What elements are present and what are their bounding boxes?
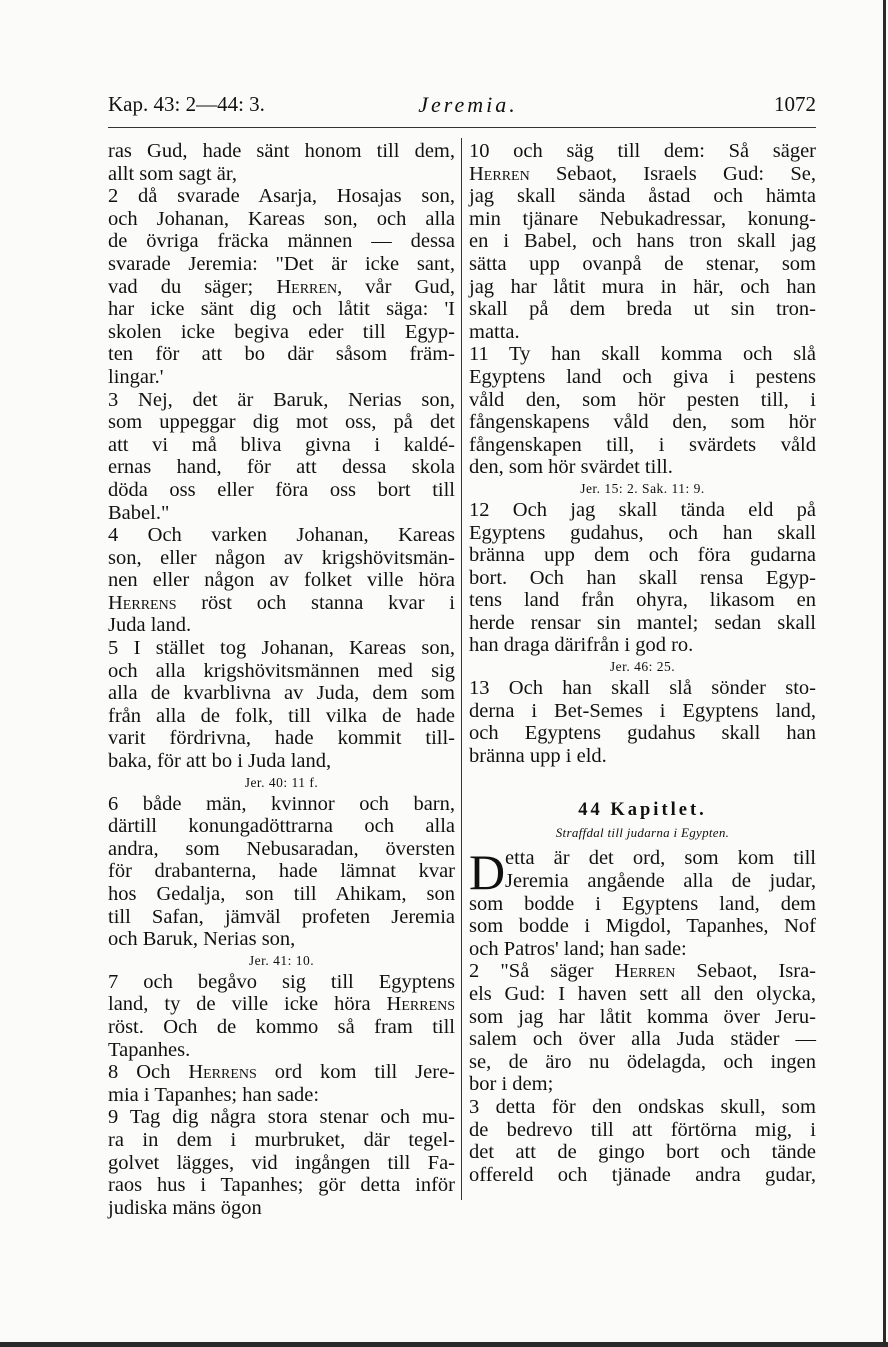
text-line: som bodde i Migdol, Tapanhes, Nof: [469, 915, 816, 938]
divine-name: Herren: [469, 162, 530, 185]
text-line: har icke sänt dig och låtit säga: 'I: [108, 298, 455, 321]
text-line: nen eller någon av folket ville höra: [108, 569, 455, 592]
text-line: Jeremia angående alla de judar,: [505, 870, 816, 893]
text-line: min tjänare Nebukadressar, konung-: [469, 207, 816, 230]
text-line: svarade Jeremia: "Det är icke sant,: [108, 252, 455, 275]
text-line: 8 Och Herrens ord kom till Jere-: [108, 1061, 455, 1084]
text-line: 6 både män, kvinnor och barn,: [108, 792, 455, 815]
divine-name: Herrens: [108, 591, 177, 614]
right-column-verses: [469, 140, 816, 767]
text-line: offereld och tjänade andra gudar,: [469, 1163, 816, 1186]
text-line: etta är det ord, som kom till: [505, 847, 816, 870]
right-column: [469, 140, 816, 1186]
divine-name: Herren: [276, 275, 338, 298]
text-line: allt som sagt är,: [108, 162, 237, 185]
text-line: därtill konungadöttrarna och alla: [108, 815, 455, 838]
text-line: 2 "Så säger Herren Sebaot, Isra-: [469, 960, 816, 983]
text-line: de bedrevo till att förtörna mig, i: [469, 1118, 816, 1141]
text-line: bränna upp i eld.: [469, 744, 607, 767]
text-line: Tapanhes.: [108, 1038, 191, 1061]
text-line: alla de kvarblivna av Juda, dem som: [108, 682, 455, 705]
section-gap: [469, 767, 816, 797]
text-line: de övriga fräcka männen — dessa: [108, 230, 455, 253]
text-line: bort. Och han skall rensa Egyp-: [469, 566, 816, 589]
text-line: att vi må bliva givna i kaldé-: [108, 433, 455, 456]
text-line: Egyptens gudahus, och han skall: [469, 521, 816, 544]
text-line: son, eller någon av krigshövitsmän-: [108, 546, 455, 569]
text-line: ten för att bo där såsom främ-: [108, 343, 455, 366]
page-edge-bottom: [0, 1342, 888, 1347]
text-line: och Egyptens gudahus skall han: [469, 722, 816, 745]
text-line: från alla de folk, till vilka de hade: [108, 704, 455, 727]
text-line: och Johanan, Kareas son, och alla: [108, 207, 455, 230]
text-line: 3 Nej, det är Baruk, Nerias son,: [108, 388, 455, 411]
text-line: våld den, som hör pesten till, i: [469, 388, 816, 411]
text-line: döda oss eller föra oss bort till: [108, 478, 455, 501]
text-line: judiska mäns ögon: [108, 1196, 262, 1219]
text-line: ra in dem i murbruket, där tegel-: [108, 1128, 455, 1151]
text-line: raos hus i Tapanhes; gör detta inför: [108, 1174, 455, 1197]
chapter-subtitle: Straffdal till judarna i Egypten.: [555, 825, 730, 841]
text-line: 12 Och jag skall tända eld på: [469, 498, 816, 521]
text-line: lingar.': [108, 365, 164, 388]
text-line: baka, för att bo i Juda land,: [108, 750, 332, 773]
text-line: jag skall sända åstad och hämta: [469, 185, 816, 208]
right-column-chapter-text: [469, 893, 816, 1187]
text-line: som jag har låtit komma över Jeru-: [469, 1005, 816, 1028]
text-line: hos Gedalja, son till Ahikam, son: [108, 883, 455, 905]
text-line: 11 Ty han skall komma och slå: [469, 343, 816, 366]
cross-reference: Jer. 46: 25.: [609, 659, 676, 675]
divine-name: Herren: [614, 960, 676, 983]
text-line: röst. Och de kommo så fram till: [108, 1015, 455, 1038]
text-line: 13 Och han skall slå sönder sto-: [469, 677, 816, 700]
text-line: fångenskapens våld den, som hör: [469, 411, 816, 434]
text-line: 10 och säg till dem: Så säger: [469, 140, 816, 162]
drop-cap: D: [469, 844, 506, 901]
text-line: 5 I stället tog Johanan, Kareas son,: [108, 637, 455, 660]
text-line: till Safan, jämväl profeten Jeremia: [108, 905, 455, 928]
text-line: skall på dem breda ut sin tron-: [469, 298, 816, 321]
chapter-reference: Kap. 43: 2—44: 3.: [108, 92, 265, 116]
text-line: derna i Bet-Semes i Egyptens land,: [469, 699, 816, 722]
text-line: han draga därifrån i god ro.: [469, 634, 694, 657]
divine-name: Herrens: [386, 993, 455, 1016]
text-line: tens land från ohyra, likasom en: [469, 589, 816, 612]
text-line: som bodde i Egyptens land, dem: [469, 892, 816, 915]
column-divider: [461, 138, 462, 1200]
text-line: bränna upp dem och föra gudarna: [469, 544, 816, 567]
text-line: ras Gud, hade sänt honom till dem,: [108, 140, 455, 162]
divine-name: Herrens: [188, 1061, 257, 1084]
text-line: Herrens röst och stanna kvar i: [108, 591, 455, 614]
text-line: bor i dem;: [469, 1073, 554, 1096]
page-edge-right: [883, 0, 886, 1347]
text-line: jag har låtit mura in här, och han: [469, 275, 816, 298]
text-line: herde rensar sin mantel; sedan skall: [469, 611, 816, 634]
cross-reference: Jer. 15: 2. Sak. 11: 9.: [580, 480, 705, 496]
text-line: Juda land.: [108, 614, 192, 637]
text-line: för drabanterna, hade lämnat kvar: [108, 860, 455, 883]
text-line: 3 detta för den ondskas skull, som: [469, 1095, 816, 1118]
text-line: golvet lägges, vid ingången till Fa-: [108, 1151, 455, 1174]
text-line: salem och över alla Juda städer —: [469, 1028, 816, 1051]
text-line: varit fördrivna, hade kommit till-: [108, 727, 455, 750]
text-line: fångenskapen till, i svärdets våld: [469, 433, 816, 456]
running-header: [108, 92, 816, 128]
chapter-opening: [469, 844, 816, 901]
text-line: Babel.": [108, 501, 170, 524]
text-line: mia i Tapanhes; han sade:: [108, 1083, 320, 1106]
text-line: och Patros' land; han sade:: [469, 937, 687, 960]
text-line: en i Babel, och hans tron skall jag: [469, 230, 816, 253]
text-line: ernas hand, för att dessa skola: [108, 456, 455, 479]
text-line: som uppeggar dig mot oss, på det: [108, 411, 455, 434]
text-line: 7 och begåvo sig till Egyptens: [108, 970, 455, 993]
text-line: den, som hör svärdet till.: [469, 456, 673, 479]
text-line: det att de gingo bort och tände: [469, 1141, 816, 1164]
text-line: vad du säger; Herren, vår Gud,: [108, 275, 455, 298]
text-line: 4 Och varken Johanan, Kareas: [108, 524, 455, 547]
text-line: land, ty de ville icke höra Herrens: [108, 993, 455, 1016]
text-line: se, de äro nu ödelagda, och ingen: [469, 1050, 816, 1073]
chapter-heading: 44 Kapitlet.: [578, 800, 707, 821]
text-line: och Baruk, Nerias son,: [108, 928, 296, 951]
text-line: skolen icke begiva eder till Egyp-: [108, 320, 455, 343]
page-number: 1072: [774, 92, 816, 116]
text-line: 2 då svarade Asarja, Hosajas son,: [108, 185, 455, 208]
header-rule: [108, 127, 816, 128]
text-line: och alla krigshövitsmännen med sig: [108, 659, 455, 682]
text-line: andra, som Nebusaradan, översten: [108, 837, 455, 860]
text-line: 9 Tag dig några stora stenar och mu-: [108, 1106, 455, 1129]
left-column: [108, 140, 455, 1219]
cross-reference: Jer. 40: 11 f.: [244, 774, 319, 790]
text-line: Herren Sebaot, Israels Gud: Se,: [469, 162, 816, 185]
text-line: matta.: [469, 320, 520, 343]
text-line: sätta upp ovanpå de stenar, som: [469, 252, 816, 275]
book-title: Jeremia.: [418, 92, 518, 117]
text-line: Egyptens land och giva i pestens: [469, 365, 816, 388]
cross-reference: Jer. 41: 10.: [248, 952, 315, 968]
text-line: els Gud: I haven sett all den olycka,: [469, 983, 816, 1005]
